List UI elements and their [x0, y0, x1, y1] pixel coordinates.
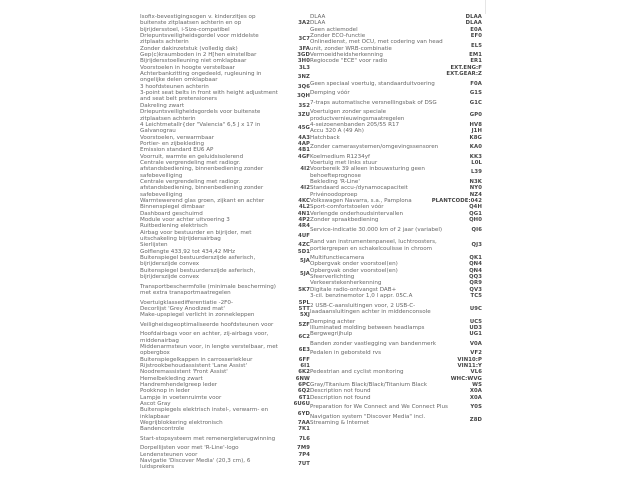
option-description: Koelmedium R1234yf	[310, 153, 370, 160]
option-code: 6T1	[298, 394, 310, 401]
option-description: Module voor achter uitvoering 3	[140, 217, 230, 224]
option-row	[140, 331, 310, 344]
option-description: Dashboard geschuimd	[140, 210, 203, 217]
option-description: Ascot Gray	[140, 401, 171, 408]
option-row	[140, 90, 310, 103]
option-description: Demping achter	[310, 318, 356, 325]
option-code: 3A2	[298, 20, 310, 27]
option-code: Q4H	[469, 204, 482, 211]
option-code: EF0	[470, 33, 482, 40]
option-code: Z8D	[469, 416, 482, 423]
option-description: Sierlijsten	[140, 242, 168, 249]
option-row	[310, 135, 482, 141]
option-code: UD3	[469, 324, 482, 331]
option-description: Voertuigklassedifferentiatie -2F0-	[140, 299, 233, 306]
option-code: QK1	[469, 255, 482, 262]
option-code: KA0	[469, 144, 482, 151]
option-row	[140, 71, 310, 84]
option-description: Opbergvak onder voorstoel(en)	[310, 261, 398, 268]
option-code: 4P2	[298, 217, 310, 224]
option-row	[310, 395, 482, 401]
option-row	[140, 458, 310, 471]
option-code: 3FA	[298, 45, 310, 52]
option-code: ER1	[470, 58, 482, 65]
option-description: 2 USB-C-aansluitingen voor, 2 USB-C-laadaansluitingen achter in middenconsole	[310, 302, 431, 315]
option-code: 6U6U	[293, 401, 310, 408]
option-description: 4 Leichtmetallr{der "Valencia" 6,5 J x 17 in Galvanograu	[140, 121, 261, 135]
option-description: Voertuigen zonder speciale productvernieuwingsmaatregelen	[310, 109, 405, 122]
option-code: 3S2	[298, 102, 310, 109]
option-row	[310, 299, 482, 318]
option-code: KK3	[469, 153, 482, 160]
option-row	[310, 236, 482, 255]
option-code: QN4	[469, 267, 482, 274]
option-code: 5K7	[298, 286, 310, 293]
option-code: 3ZU	[297, 112, 310, 119]
option-description: Start-stopsysteem met remenergieterugwinning	[140, 435, 276, 442]
option-code: 3C7	[298, 36, 310, 43]
option-row	[140, 268, 310, 281]
option-code: L0L	[471, 159, 482, 166]
option-description: Service-indicatie 30.000 km of 2 jaar (variabel)	[310, 226, 443, 233]
option-description: Bijrijdersstoelleuning niet omklapbaar	[140, 58, 247, 65]
option-description: Noodremassistent 'Front Assist'	[140, 369, 228, 376]
option-row	[310, 293, 482, 299]
option-row	[140, 109, 310, 122]
option-description: Golflengte 433,92 tot 434,42 MHz	[140, 248, 236, 255]
option-code: EL5	[471, 42, 482, 49]
option-description: Handremhendelgreep leder	[140, 382, 218, 388]
option-description: Emission standard EU6 AP	[140, 147, 214, 154]
option-code: DLAA	[465, 20, 482, 27]
option-description: Centrale vergrendeling met radiogr. afstandsbediening, binnenbediening zonder safebeveiliging	[140, 159, 264, 179]
option-code: 4AP	[298, 140, 310, 147]
option-description: Driepuntsveiligheidsgordels voor buitenste zitplaatsen achterin	[140, 109, 261, 122]
option-code: WS	[472, 381, 482, 388]
option-description: Multifunctiecamera	[310, 255, 365, 262]
option-description: Geen speciaal voertuig, standaarduitvoering	[310, 80, 435, 87]
option-description: Hemelbekleding zwart	[140, 375, 203, 382]
option-description: Pedalen in geborsteld rvs	[310, 350, 382, 357]
option-row	[310, 96, 482, 109]
option-code: QN4	[469, 261, 482, 268]
option-row	[140, 344, 310, 357]
option-description: Centrale vergrendeling met radiogr. afstandsbediening, binnenbediening zonder safebeveiliging	[140, 178, 264, 198]
option-description: 3-point seat belts in front with height adjustment and seat belt pretensioners	[140, 90, 278, 103]
option-description: Navigation system "Discover Media" incl. Streaming & Internet	[310, 413, 426, 427]
option-description: Lampje in voetenruimte voor	[140, 394, 222, 401]
option-description: Volkswagen Navarra, s.a., Pamplona	[310, 197, 412, 204]
option-code: 45G	[297, 125, 310, 132]
option-code: 6NW	[295, 375, 310, 382]
option-row	[310, 90, 482, 96]
option-description: Hatchback	[310, 134, 340, 141]
option-description: Lendensteunen voor	[140, 451, 198, 458]
option-description: Bekleding 'R-Line'	[310, 178, 360, 185]
option-description: Make-upspiegel verlicht in zonnekleppen	[140, 312, 255, 319]
option-code: 4GF	[298, 153, 310, 160]
option-code: 5JA	[299, 258, 310, 265]
option-description: Bandencontrole	[140, 426, 185, 433]
option-row	[140, 255, 310, 268]
option-row	[140, 160, 310, 179]
option-code: 6YD	[297, 410, 310, 417]
option-row	[140, 407, 310, 420]
option-code: 6PC	[298, 382, 310, 388]
option-description: 4-seizoenenbanden 205/55 R17	[310, 121, 400, 128]
options-document-page	[140, 14, 486, 480]
option-row	[310, 217, 482, 223]
option-description: Rand van instrumentenpaneel, luchtroosters, portiergrepen en schakelcoulisse in chroom	[310, 239, 437, 252]
option-code: Y0S	[470, 404, 482, 411]
option-description: Verkeerstekenherkenning	[310, 280, 382, 287]
option-code: 6FF	[298, 356, 310, 363]
option-code: EXT.ENG:F	[450, 64, 482, 71]
option-code: 7UT	[298, 461, 310, 468]
option-code: N3K	[469, 178, 482, 185]
option-row	[310, 39, 482, 52]
options-column-left	[140, 14, 310, 471]
option-code: 5D1	[297, 248, 310, 255]
option-code: L39	[470, 169, 482, 176]
option-code: 4B1	[298, 147, 310, 154]
option-code: J1H	[471, 128, 482, 135]
option-description: 3 hoofdsteunen achterin	[140, 83, 209, 90]
option-code: 4A3	[298, 134, 310, 141]
option-code: 7L6	[298, 435, 310, 442]
option-code: VF2	[470, 350, 482, 357]
option-code: 5ZF	[298, 321, 310, 328]
option-description: Illuminated molding between headlamps	[310, 324, 425, 331]
option-row	[140, 122, 310, 135]
option-description: DLAA	[310, 14, 326, 20]
option-code: U9C	[469, 305, 482, 312]
option-description: Achterbankzitting ongedeeld, rugleuning in ongelijke delen omklapbaar	[140, 71, 262, 84]
option-description: Zonder spraakbediening	[310, 217, 379, 223]
option-row	[140, 433, 310, 446]
option-description: Zonder dakinzetstuk (volledig dak)	[140, 45, 238, 52]
option-code: VL6	[470, 369, 482, 376]
option-code: QR9	[469, 280, 482, 287]
option-description: Portier- en zijbekleding	[140, 140, 205, 147]
option-code: G1S	[469, 90, 482, 97]
option-description: Zonder camerasystemen/omgevingssensoren	[310, 144, 439, 151]
option-code: 4KC	[298, 198, 310, 205]
option-code: X0A	[469, 394, 482, 401]
option-code: 7K1	[298, 426, 310, 433]
option-code: F0A	[470, 80, 482, 87]
option-code: 4ZC	[298, 242, 310, 249]
option-description: Privénoodoproep	[310, 191, 358, 198]
option-code: VIN11:Y	[457, 362, 482, 369]
option-description: Description not found	[310, 388, 371, 395]
option-row	[140, 14, 310, 33]
option-code: EM1	[469, 52, 482, 59]
option-code: V0A	[469, 340, 482, 347]
option-code: 6I1	[300, 362, 310, 369]
option-code: 3GD	[297, 52, 310, 59]
option-description: Voorbereik 39 alleen inbouwsturing geen behoefteprognose	[310, 166, 425, 179]
option-description: Preparation for We Connect and We Connect Plus	[310, 404, 448, 411]
option-description: 7-traps automatische versnellingsbak of DSG	[310, 99, 437, 106]
option-description: Bergwegrijhulp	[310, 331, 353, 338]
option-description: Navigatie 'Discover Media' (20,3 cm), 6 luidsprekers	[140, 458, 251, 471]
option-row	[140, 319, 310, 332]
option-description: Demping vóór	[310, 90, 350, 97]
option-code: UG1	[469, 331, 482, 338]
option-code: E0A	[470, 26, 482, 33]
option-code: NY0	[469, 185, 482, 192]
option-row	[310, 401, 482, 414]
option-code: X0A	[469, 388, 482, 395]
option-code: 7AA	[297, 420, 310, 427]
option-code: UC5	[469, 318, 482, 325]
option-code: 4I2	[300, 166, 310, 173]
option-code: VIN10:P	[457, 356, 482, 363]
option-description: Description not found	[310, 394, 371, 401]
option-description: Airbag voor bestuurder en bijrijder, met uitschakeling bijrijdersairbag	[140, 229, 252, 243]
option-description: Driepuntsveiligheidsgordel voor middelste zitplaats achterin	[140, 33, 259, 46]
option-row	[140, 312, 310, 318]
option-code: QJ3	[471, 242, 482, 249]
option-description: Buitenspiegel bestuurderszijde asferisch, bijrijderszijde convex	[140, 255, 256, 268]
option-row	[310, 166, 482, 179]
option-code: G1C	[469, 99, 482, 106]
option-row	[140, 230, 310, 243]
option-code: 3Q6	[297, 83, 310, 90]
options-column-right	[310, 14, 482, 426]
option-row	[140, 33, 310, 46]
option-description: Dorpellijsten voor met 'R-Line'-logo	[140, 445, 239, 452]
option-code: K8G	[469, 134, 482, 141]
option-description: Gep(c)kraumboden in 2 H[hen einstellbar	[140, 52, 257, 59]
option-code: HV8	[469, 121, 482, 128]
option-code: WHC:WVG	[450, 375, 482, 382]
option-description: Voorruit, warmte en geluidsisolerend	[140, 153, 244, 160]
option-description: Sport-comfortstoelen vóór	[310, 204, 384, 211]
option-code: 3NZ	[297, 74, 310, 81]
option-description: 3-cil. benzinemotor 1,0 l appr. 05C.A	[310, 293, 413, 300]
option-description: Hoofdairbags voor en achter, zij-airbags voor, middenairbag	[140, 331, 269, 344]
option-code: GP0	[469, 112, 482, 119]
option-description: Buitenspiegelkappen in carrosseriekleur	[140, 356, 253, 363]
option-code: NZ4	[469, 191, 482, 198]
option-description: Isofix-bevestigingsogen v. kinderzitjes op buitenste zitplaatsen achterin en op bijrijdersstoel, i-Size-compatibel	[140, 14, 256, 33]
option-row	[310, 109, 482, 122]
option-code: 6Q2	[297, 388, 310, 395]
option-code: QV3	[469, 286, 482, 293]
option-code: TC5	[470, 293, 482, 300]
option-description: Wegrijblokkering elektronisch	[140, 420, 223, 427]
option-code: 3H0	[297, 58, 310, 65]
option-description: Buitenspiegel bestuurderszijde asferisch, bijrijderszijde convex	[140, 267, 256, 281]
option-row	[140, 179, 310, 198]
option-description: Middenarmsteun voor, in lengte verstelbaar, met opbergbox	[140, 343, 278, 357]
option-row	[310, 338, 482, 351]
option-description: Geen actiemodel	[310, 26, 358, 33]
option-description: Dakreling zwart	[140, 102, 185, 109]
option-description: Gray/Titanium Black/Black/Titanium Black	[310, 381, 428, 388]
option-row	[310, 141, 482, 154]
option-row	[310, 414, 482, 427]
option-code: 5TT	[298, 305, 310, 312]
option-row	[140, 280, 310, 299]
option-code: 5XJ	[299, 312, 310, 319]
option-code: 7P4	[298, 451, 310, 458]
option-description: Opbergvak onder voorstoel(en)	[310, 267, 398, 274]
option-code: QQ3	[469, 274, 482, 281]
option-row	[310, 77, 482, 90]
option-description: Accu 320 A (49 Ah)	[310, 128, 364, 135]
option-description: Pedestrian and cyclist monitoring	[310, 369, 404, 376]
option-code: QH0	[469, 217, 482, 223]
option-description: Rijstrookbehoudassistent 'Lane Assist'	[140, 362, 247, 369]
option-description: Standaard accu-/dynamocapaciteit	[310, 185, 408, 192]
option-row	[140, 426, 310, 432]
option-code: DLAA	[465, 14, 482, 20]
option-description: Pookknop in leder	[140, 388, 190, 395]
option-code: 6K2	[298, 369, 310, 376]
option-description: Voorstoelen in hoogte verstelbaar	[140, 64, 235, 71]
option-code: 4N1	[297, 210, 310, 217]
option-description: Voorstoelen, verwarmbaar	[140, 134, 215, 141]
option-code: 5JA	[299, 270, 310, 277]
option-code: 4I2	[300, 185, 310, 192]
option-description: Onlinedienst, met OCU, met codering van head unit, zonder WRB-combinatie	[310, 39, 443, 52]
option-description: Sfeerverlichting	[310, 274, 355, 281]
option-description: Vermoeidheidsherkenning	[310, 52, 383, 59]
option-description: Regiocode "ECE" voor radio	[310, 58, 388, 65]
option-description: Zonder ECO-functie	[310, 33, 366, 40]
option-code: 3QH	[297, 93, 310, 100]
option-description: DLAA	[310, 20, 326, 27]
option-code: 3L3	[298, 64, 310, 71]
option-code: QG1	[469, 210, 482, 217]
option-row	[310, 350, 482, 356]
option-description: Binnenspiegel dimbaar	[140, 204, 205, 211]
option-code: QI6	[471, 226, 482, 233]
option-description: Verlengde onderhoudsintervallen	[310, 210, 404, 217]
option-description: Ruitbediening elektrisch	[140, 223, 208, 230]
option-row	[310, 331, 482, 337]
option-row	[310, 223, 482, 236]
option-code: 4R4	[298, 223, 310, 230]
option-description: Voertuig met links stuur	[310, 159, 378, 166]
option-description: Buitenspiegels elektrisch instel-, verwarm- en inklapbaar	[140, 407, 269, 420]
option-code: PLANTCODE:042	[431, 197, 482, 204]
option-code: 6C2	[298, 334, 310, 341]
option-description: Transportbeschermfolie (minimale bescherming) met extra transportmaatregelen	[140, 283, 276, 296]
option-description: Digitale radio-ontvangst DAB+	[310, 286, 397, 293]
option-code: 4L2	[298, 204, 310, 211]
option-description: Decorlijst 'Grey Anodized mat'	[140, 305, 225, 312]
option-code: EXT.GEAR:Z	[446, 71, 482, 78]
option-code: 5PL	[298, 299, 310, 306]
option-code: 4UF	[298, 232, 310, 239]
option-code: 7M9	[297, 445, 310, 452]
option-description: Veiligheidsgeoptimaliseerde hoofdsteunen voor	[140, 321, 274, 328]
option-description: Banden zonder vastlegging van bandenmerk	[310, 340, 437, 347]
option-description: Warmtewerend glas groen, zijkant en achter	[140, 198, 265, 205]
option-code: 6E3	[298, 347, 310, 354]
